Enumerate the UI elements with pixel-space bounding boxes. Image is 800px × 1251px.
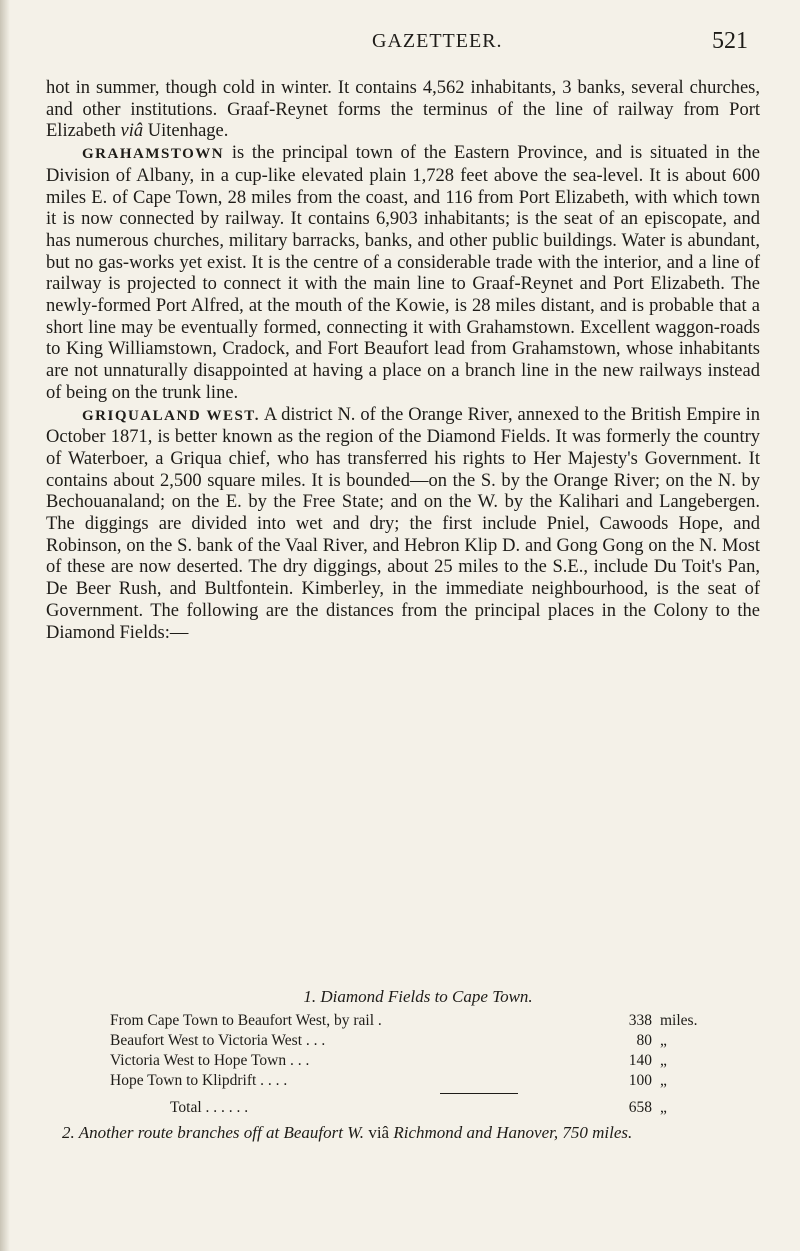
paragraph-continued: hot in summer, though cold in winter. It contains 4,562 inhabitants, 3 banks, several churches, and other institutions. Graaf-Reynet forms the terminus of the line of railway from Port Elizabeth viâ Uitenhage. <box>46 78 760 142</box>
running-title: GAZETTEER. <box>372 30 503 52</box>
entry-griqualand-west <box>46 405 760 645</box>
distance-unit: „ <box>660 1072 667 1089</box>
distance-unit: „ <box>660 1032 667 1049</box>
page-number: 521 <box>712 28 748 54</box>
table-total-row: Total . . . . . . 658 „ <box>110 1098 720 1118</box>
via-word: viâ <box>120 121 144 142</box>
total-unit: „ <box>660 1099 667 1116</box>
distance-table <box>46 987 760 1143</box>
distance-value: 338 <box>628 1012 652 1029</box>
table-row: Beaufort West to Victoria West . . . 80 „ <box>110 1031 720 1051</box>
page-gutter-shadow <box>0 0 10 1251</box>
table-row: Victoria West to Hope Town . . . 140 „ <box>110 1051 720 1071</box>
total-value: 658 <box>628 1099 652 1116</box>
table-row: From Cape Town to Beaufort West, by rail . 338 miles. <box>110 1011 720 1031</box>
entry-heading-grahamstown: GRAHAMSTOWN <box>82 146 225 163</box>
body-text <box>46 78 760 644</box>
table-title: 1. Diamond Fields to Cape Town. <box>303 987 533 1006</box>
table-row: Hope Town to Klipdrift . . . . 100 „ <box>110 1071 720 1091</box>
distance-value: 80 <box>636 1032 652 1049</box>
entry-text-grahamstown: is the principal town of the Eastern Province, and is situated in the Division of Albany, in a cup-like elevated plain 1,728 feet above the sea-level. It is about 600 miles E. of Cape Town, 28 miles from the coast, and 116 from Port Elizabeth, with which town it is now connected by railway. It contains 6,903 inhabitants; is the seat of an episcopate, and has numerous churches, military barracks, banks, and other public buildings. Water is abundant, but no gas-works yet exist. It is the centre of a considerable trade with the interior, and a line of railway is projected to connect it with the main line to Graaf-Reynet and Port Elizabeth. The newly-formed Port Alfred, at the mouth of the Kowie, is 28 miles distant, and is probable that a short line may be eventually formed, connecting it with Grahamstown. Excellent waggon-roads to King Williamstown, Cradock, and Fort Beaufort lead from Grahamstown, whose inhabitants are not unnaturally disappointed at having a place on a branch line in the new railways instead of being on the trunk line. <box>46 143 760 403</box>
distance-unit: „ <box>660 1052 667 1069</box>
distance-value: 140 <box>628 1052 652 1069</box>
distance-unit: miles. <box>660 1012 698 1029</box>
distance-value: 100 <box>628 1072 652 1089</box>
entry-grahamstown <box>46 143 760 404</box>
page-header <box>0 28 800 68</box>
entry-text-griqualand-west: A district N. of the Orange River, annexed to the British Empire in October 1871, is better known as the region of the Diamond Fields. It was formerly the country of Waterboer, a Griqua chief, who has transferred his rights to Her Majesty's Government. It contains about 2,500 square miles. It is bounded—on the S. by the Orange River; on the N. by Bechouanaland; on the E. by the Free State; and on the W. by the Kalihari and Langebergen. The diggings are divided into wet and dry; the first include Pniel, Cawoods Hope, and Robinson, on the S. bank of the Vaal River, and Hebron Klip D. and Gong Gong on the N. Most of these are now deserted. The dry diggings, about 25 miles to the S.E., include Du Toit's Pan, De Beer Rush, and Bultfontein. Kimberley, in the immediate neighbourhood, is the seat of Government. The following are the distances from the principal places in the Colony to the Diamond Fields:— <box>46 404 760 643</box>
entry-heading-griqualand-west: GRIQUALAND WEST. <box>82 407 260 424</box>
alternate-route-note: 2. Another route branches off at Beaufort W. viâ Richmond and Hanover, 750 miles. <box>62 1123 633 1142</box>
